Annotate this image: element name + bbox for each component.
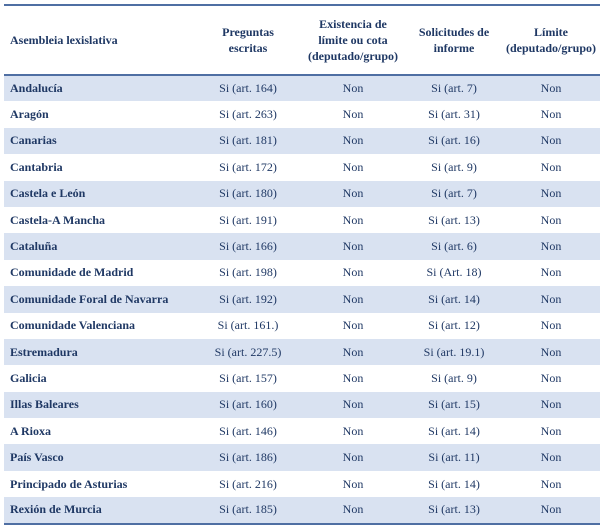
header-questions-line1: Preguntas (222, 25, 274, 39)
cell-assembly: A Rioxa (10, 423, 52, 438)
table-row (4, 418, 600, 444)
table-row (4, 154, 600, 180)
cell-assembly: Aragón (10, 107, 49, 122)
header-reports-line1: Solicitudes de (418, 25, 490, 39)
cell-limit: Non (342, 370, 364, 385)
cell-limit: Non (342, 423, 364, 438)
cell-limit: Non (342, 318, 364, 333)
table-row (4, 392, 600, 418)
cell-limit: Non (342, 81, 364, 96)
cell-reports: Si (Art. 18) (426, 265, 482, 280)
cell-limit: Non (342, 476, 364, 491)
cell-questions: Si (art. 157) (219, 370, 277, 385)
cell-limit2: Non (540, 159, 562, 174)
header-reports (406, 5, 502, 75)
header-limit-line2: límite ou cota (318, 33, 388, 47)
cell-reports: Si (art. 14) (428, 291, 480, 306)
cell-assembly: Principado de Asturias (10, 476, 128, 491)
cell-questions: Si (art. 172) (219, 159, 277, 174)
cell-limit: Non (342, 291, 364, 306)
assemblies-table (4, 4, 600, 525)
cell-limit: Non (342, 239, 364, 254)
cell-assembly: Illas Baleares (10, 397, 79, 412)
table-row (4, 128, 600, 154)
cell-questions: Si (art. 180) (219, 186, 277, 201)
cell-limit2: Non (540, 133, 562, 148)
cell-reports: Si (art. 7) (431, 186, 477, 201)
cell-reports: Si (art. 13) (428, 212, 480, 227)
header-limit-line1: Existencia de (319, 17, 387, 31)
cell-limit2: Non (540, 318, 562, 333)
cell-reports: Si (art. 13) (428, 502, 480, 517)
cell-limit2: Non (540, 81, 562, 96)
table-header (4, 5, 600, 75)
header-limit (300, 5, 406, 75)
cell-questions: Si (art. 191) (219, 212, 277, 227)
cell-assembly: Castela-A Mancha (10, 212, 105, 227)
cell-assembly: Comunidade Foral de Navarra (10, 291, 169, 306)
cell-limit2: Non (540, 291, 562, 306)
header-row (4, 5, 600, 75)
cell-assembly: Cataluña (10, 239, 58, 254)
cell-limit: Non (342, 212, 364, 227)
cell-assembly: Rexión de Murcia (10, 502, 102, 517)
cell-limit2: Non (540, 476, 562, 491)
header-assembly-label: Asembleia lexislativa (10, 33, 118, 47)
table-row (4, 181, 600, 207)
cell-assembly: Cantabria (10, 159, 63, 174)
cell-assembly: Castela e León (10, 186, 86, 201)
cell-reports: Si (art. 7) (431, 81, 477, 96)
table-row (4, 75, 600, 101)
cell-reports: Si (art. 6) (431, 239, 477, 254)
cell-reports: Si (art. 31) (428, 107, 480, 122)
cell-limit2: Non (540, 107, 562, 122)
cell-questions: Si (art. 185) (219, 502, 277, 517)
cell-reports: Si (art. 9) (431, 159, 477, 174)
cell-limit2: Non (540, 344, 562, 359)
header-questions-line2: escritas (228, 41, 268, 55)
cell-limit2: Non (540, 212, 562, 227)
cell-limit2: Non (540, 370, 562, 385)
cell-questions: Si (art. 216) (219, 476, 277, 491)
cell-limit: Non (342, 133, 364, 148)
table-row (4, 260, 600, 286)
cell-reports: Si (art. 12) (428, 318, 480, 333)
table-row (4, 101, 600, 127)
cell-reports: Si (art. 11) (428, 450, 480, 465)
table-row (4, 497, 600, 523)
cell-questions: Si (art. 192) (219, 291, 277, 306)
cell-questions: Si (art. 263) (219, 107, 277, 122)
cell-questions: Si (art. 164) (219, 81, 277, 96)
cell-reports: Si (art. 9) (431, 370, 477, 385)
table-row (4, 286, 600, 312)
cell-questions: Si (art. 181) (219, 133, 277, 148)
cell-limit: Non (342, 502, 364, 517)
cell-questions: Si (art. 198) (219, 265, 277, 280)
table-body (4, 75, 600, 524)
table-row (4, 207, 600, 233)
cell-assembly: Canarias (10, 133, 57, 148)
cell-questions: Si (art. 186) (219, 450, 277, 465)
table-row (4, 471, 600, 497)
table-row (4, 444, 600, 470)
cell-assembly: Galicia (10, 370, 47, 385)
cell-reports: Si (art. 14) (428, 423, 480, 438)
header-reports-line2: informe (433, 41, 475, 55)
table-row (4, 233, 600, 259)
cell-limit2: Non (540, 450, 562, 465)
cell-reports: Si (art. 14) (428, 476, 480, 491)
cell-reports: Si (art. 19.1) (423, 344, 485, 359)
cell-reports: Si (art. 16) (428, 133, 480, 148)
cell-limit: Non (342, 265, 364, 280)
cell-limit: Non (342, 107, 364, 122)
cell-assembly: Estremadura (10, 344, 78, 359)
table-row (4, 365, 600, 391)
cell-limit2: Non (540, 423, 562, 438)
cell-questions: Si (art. 160) (219, 397, 277, 412)
cell-assembly: País Vasco (10, 450, 64, 465)
cell-limit2: Non (540, 397, 562, 412)
table-row (4, 313, 600, 339)
header-limit2 (502, 5, 600, 75)
cell-assembly: Comunidade Valenciana (10, 318, 136, 333)
cell-questions: Si (art. 227.5) (214, 344, 282, 359)
cell-assembly: Andalucía (10, 81, 63, 96)
cell-limit: Non (342, 450, 364, 465)
cell-limit2: Non (540, 502, 562, 517)
cell-questions: Si (art. 166) (219, 239, 277, 254)
cell-questions: Si (art. 146) (219, 423, 277, 438)
cell-reports: Si (art. 15) (428, 397, 480, 412)
header-limit-line3: (deputado/grupo) (307, 49, 399, 63)
header-assembly (4, 5, 196, 75)
header-questions (196, 5, 300, 75)
cell-limit: Non (342, 186, 364, 201)
cell-limit2: Non (540, 265, 562, 280)
cell-limit: Non (342, 344, 364, 359)
cell-questions: Si (art. 161.) (217, 318, 279, 333)
table-row (4, 339, 600, 365)
cell-limit2: Non (540, 186, 562, 201)
cell-limit: Non (342, 397, 364, 412)
cell-assembly: Comunidade de Madrid (10, 265, 134, 280)
header-limit2-line1: Límite (534, 25, 568, 39)
cell-limit2: Non (540, 239, 562, 254)
cell-limit: Non (342, 159, 364, 174)
header-limit2-line2: (deputado/grupo) (505, 41, 597, 55)
